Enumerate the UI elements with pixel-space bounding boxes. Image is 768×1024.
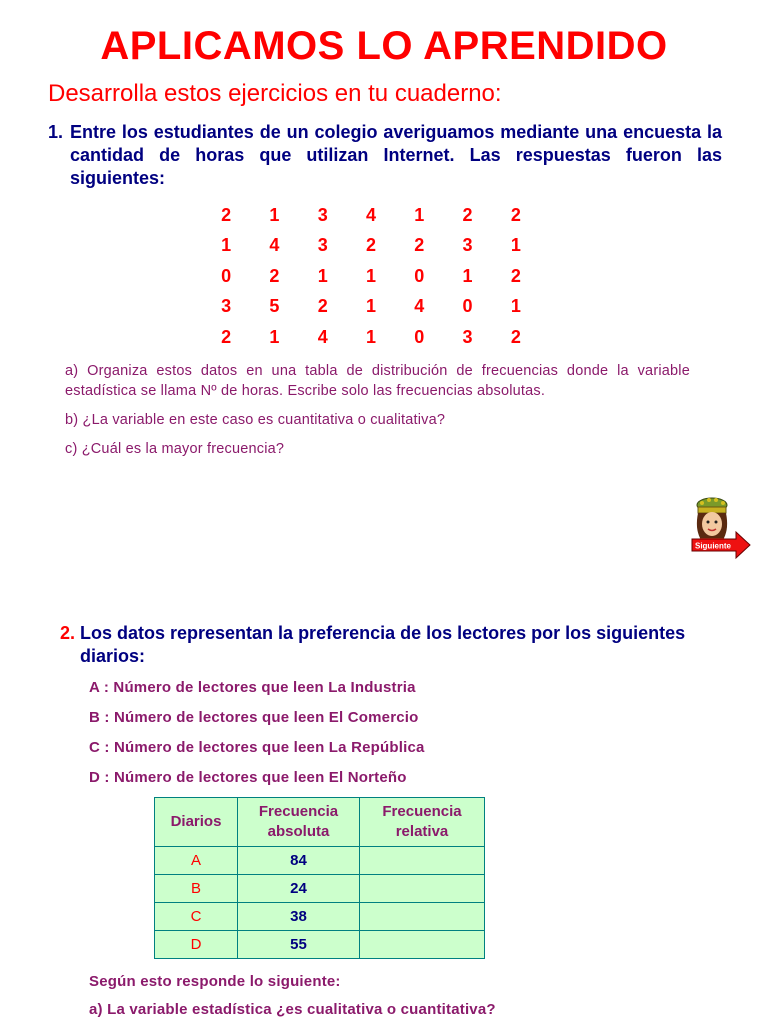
option-d: D : Número de lectores que leen El Norteño xyxy=(89,769,407,786)
cell-absoluta: 38 xyxy=(238,903,360,931)
data-value: 1 xyxy=(414,204,425,225)
data-value: 1 xyxy=(462,265,473,286)
data-value: 3 xyxy=(317,204,328,225)
data-value: 1 xyxy=(365,296,376,317)
data-row xyxy=(202,200,540,231)
data-row xyxy=(202,231,540,262)
data-value: 2 xyxy=(221,326,232,347)
data-value: 1 xyxy=(510,235,521,256)
data-value: 3 xyxy=(462,326,473,347)
data-value: 1 xyxy=(365,265,376,286)
exercise-2-number: 2. xyxy=(60,623,76,643)
cell-relativa[interactable] xyxy=(360,847,485,875)
data-value: 2 xyxy=(462,204,473,225)
data-value: 0 xyxy=(414,265,425,286)
data-value: 1 xyxy=(365,326,376,347)
frequency-table xyxy=(154,797,485,959)
data-value: 3 xyxy=(317,235,328,256)
data-value: 4 xyxy=(414,296,425,317)
data-value: 2 xyxy=(510,326,521,347)
data-value: 3 xyxy=(221,296,232,317)
exercise-1-text: Entre los estudiantes de un colegio averiguamos mediante una encuesta la cantidad de horas que utilizan Internet. Las respuestas fueron las siguientes: xyxy=(70,122,722,188)
data-value: 2 xyxy=(269,265,280,286)
table-row xyxy=(155,875,485,903)
option-a: A : Número de lectores que leen La Industria xyxy=(89,679,416,696)
table-row xyxy=(155,903,485,931)
page-subtitle: Desarrolla estos ejercicios en tu cuaderno: xyxy=(48,80,502,107)
exercise-1-question-b: b) ¿La variable en este caso es cuantitativa o cualitativa? xyxy=(65,412,446,428)
header-diarios: Diarios xyxy=(155,798,238,847)
data-value: 4 xyxy=(269,235,280,256)
survey-data-grid xyxy=(202,200,540,353)
data-value: 0 xyxy=(414,326,425,347)
cell-relativa[interactable] xyxy=(360,903,485,931)
data-row xyxy=(202,261,540,292)
data-value: 2 xyxy=(365,235,376,256)
table-header-row xyxy=(155,798,485,847)
data-value: 2 xyxy=(317,296,328,317)
cell-absoluta: 55 xyxy=(238,931,360,959)
data-value: 0 xyxy=(221,265,232,286)
cell-diario: B xyxy=(155,875,238,903)
table-row xyxy=(155,931,485,959)
cell-absoluta: 84 xyxy=(238,847,360,875)
exercise-1-question-a: a) Organiza estos datos en una tabla de distribución de frecuencias donde la variable estadística se llama Nº de horas. Escribe solo las frecuencias absolutas. xyxy=(65,363,690,399)
data-row xyxy=(202,322,540,353)
follow-up-text: Según esto responde lo siguiente: xyxy=(89,973,341,990)
page-title: APLICAMOS LO APRENDIDO xyxy=(100,24,668,68)
data-value: 0 xyxy=(462,296,473,317)
cell-relativa[interactable] xyxy=(360,931,485,959)
data-value: 2 xyxy=(414,235,425,256)
option-c: C : Número de lectores que leen La República xyxy=(89,739,425,756)
header-frecuencia-absoluta: Frecuencia absoluta xyxy=(238,798,360,847)
data-value: 4 xyxy=(365,204,376,225)
character-icon xyxy=(690,496,752,566)
cell-diario: D xyxy=(155,931,238,959)
data-value: 3 xyxy=(462,235,473,256)
exercise-2 xyxy=(60,622,740,668)
data-value: 1 xyxy=(510,296,521,317)
option-b: B : Número de lectores que leen El Comercio xyxy=(89,709,419,726)
next-button[interactable] xyxy=(690,496,752,566)
exercise-2-question-a: a) La variable estadística ¿es cualitativa o cuantitativa? xyxy=(89,1001,496,1018)
data-value: 1 xyxy=(317,265,328,286)
cell-absoluta: 24 xyxy=(238,875,360,903)
data-value: 2 xyxy=(221,204,232,225)
data-value: 1 xyxy=(221,235,232,256)
table-row xyxy=(155,847,485,875)
data-value: 2 xyxy=(510,265,521,286)
cell-diario: C xyxy=(155,903,238,931)
data-value: 4 xyxy=(317,326,328,347)
data-value: 2 xyxy=(510,204,521,225)
cell-diario: A xyxy=(155,847,238,875)
data-value: 1 xyxy=(269,204,280,225)
next-button-label: Siguiente xyxy=(694,541,732,551)
exercise-1-question-c: c) ¿Cuál es la mayor frecuencia? xyxy=(65,441,285,457)
data-value: 1 xyxy=(269,326,280,347)
cell-relativa[interactable] xyxy=(360,875,485,903)
data-value: 5 xyxy=(269,296,280,317)
exercise-1 xyxy=(48,121,722,190)
data-row xyxy=(202,292,540,323)
exercise-1-number: 1. xyxy=(48,122,64,142)
header-frecuencia-relativa: Frecuencia relativa xyxy=(360,798,485,847)
exercise-2-text: Los datos representan la preferencia de los lectores por los siguientes diarios: xyxy=(80,623,686,666)
